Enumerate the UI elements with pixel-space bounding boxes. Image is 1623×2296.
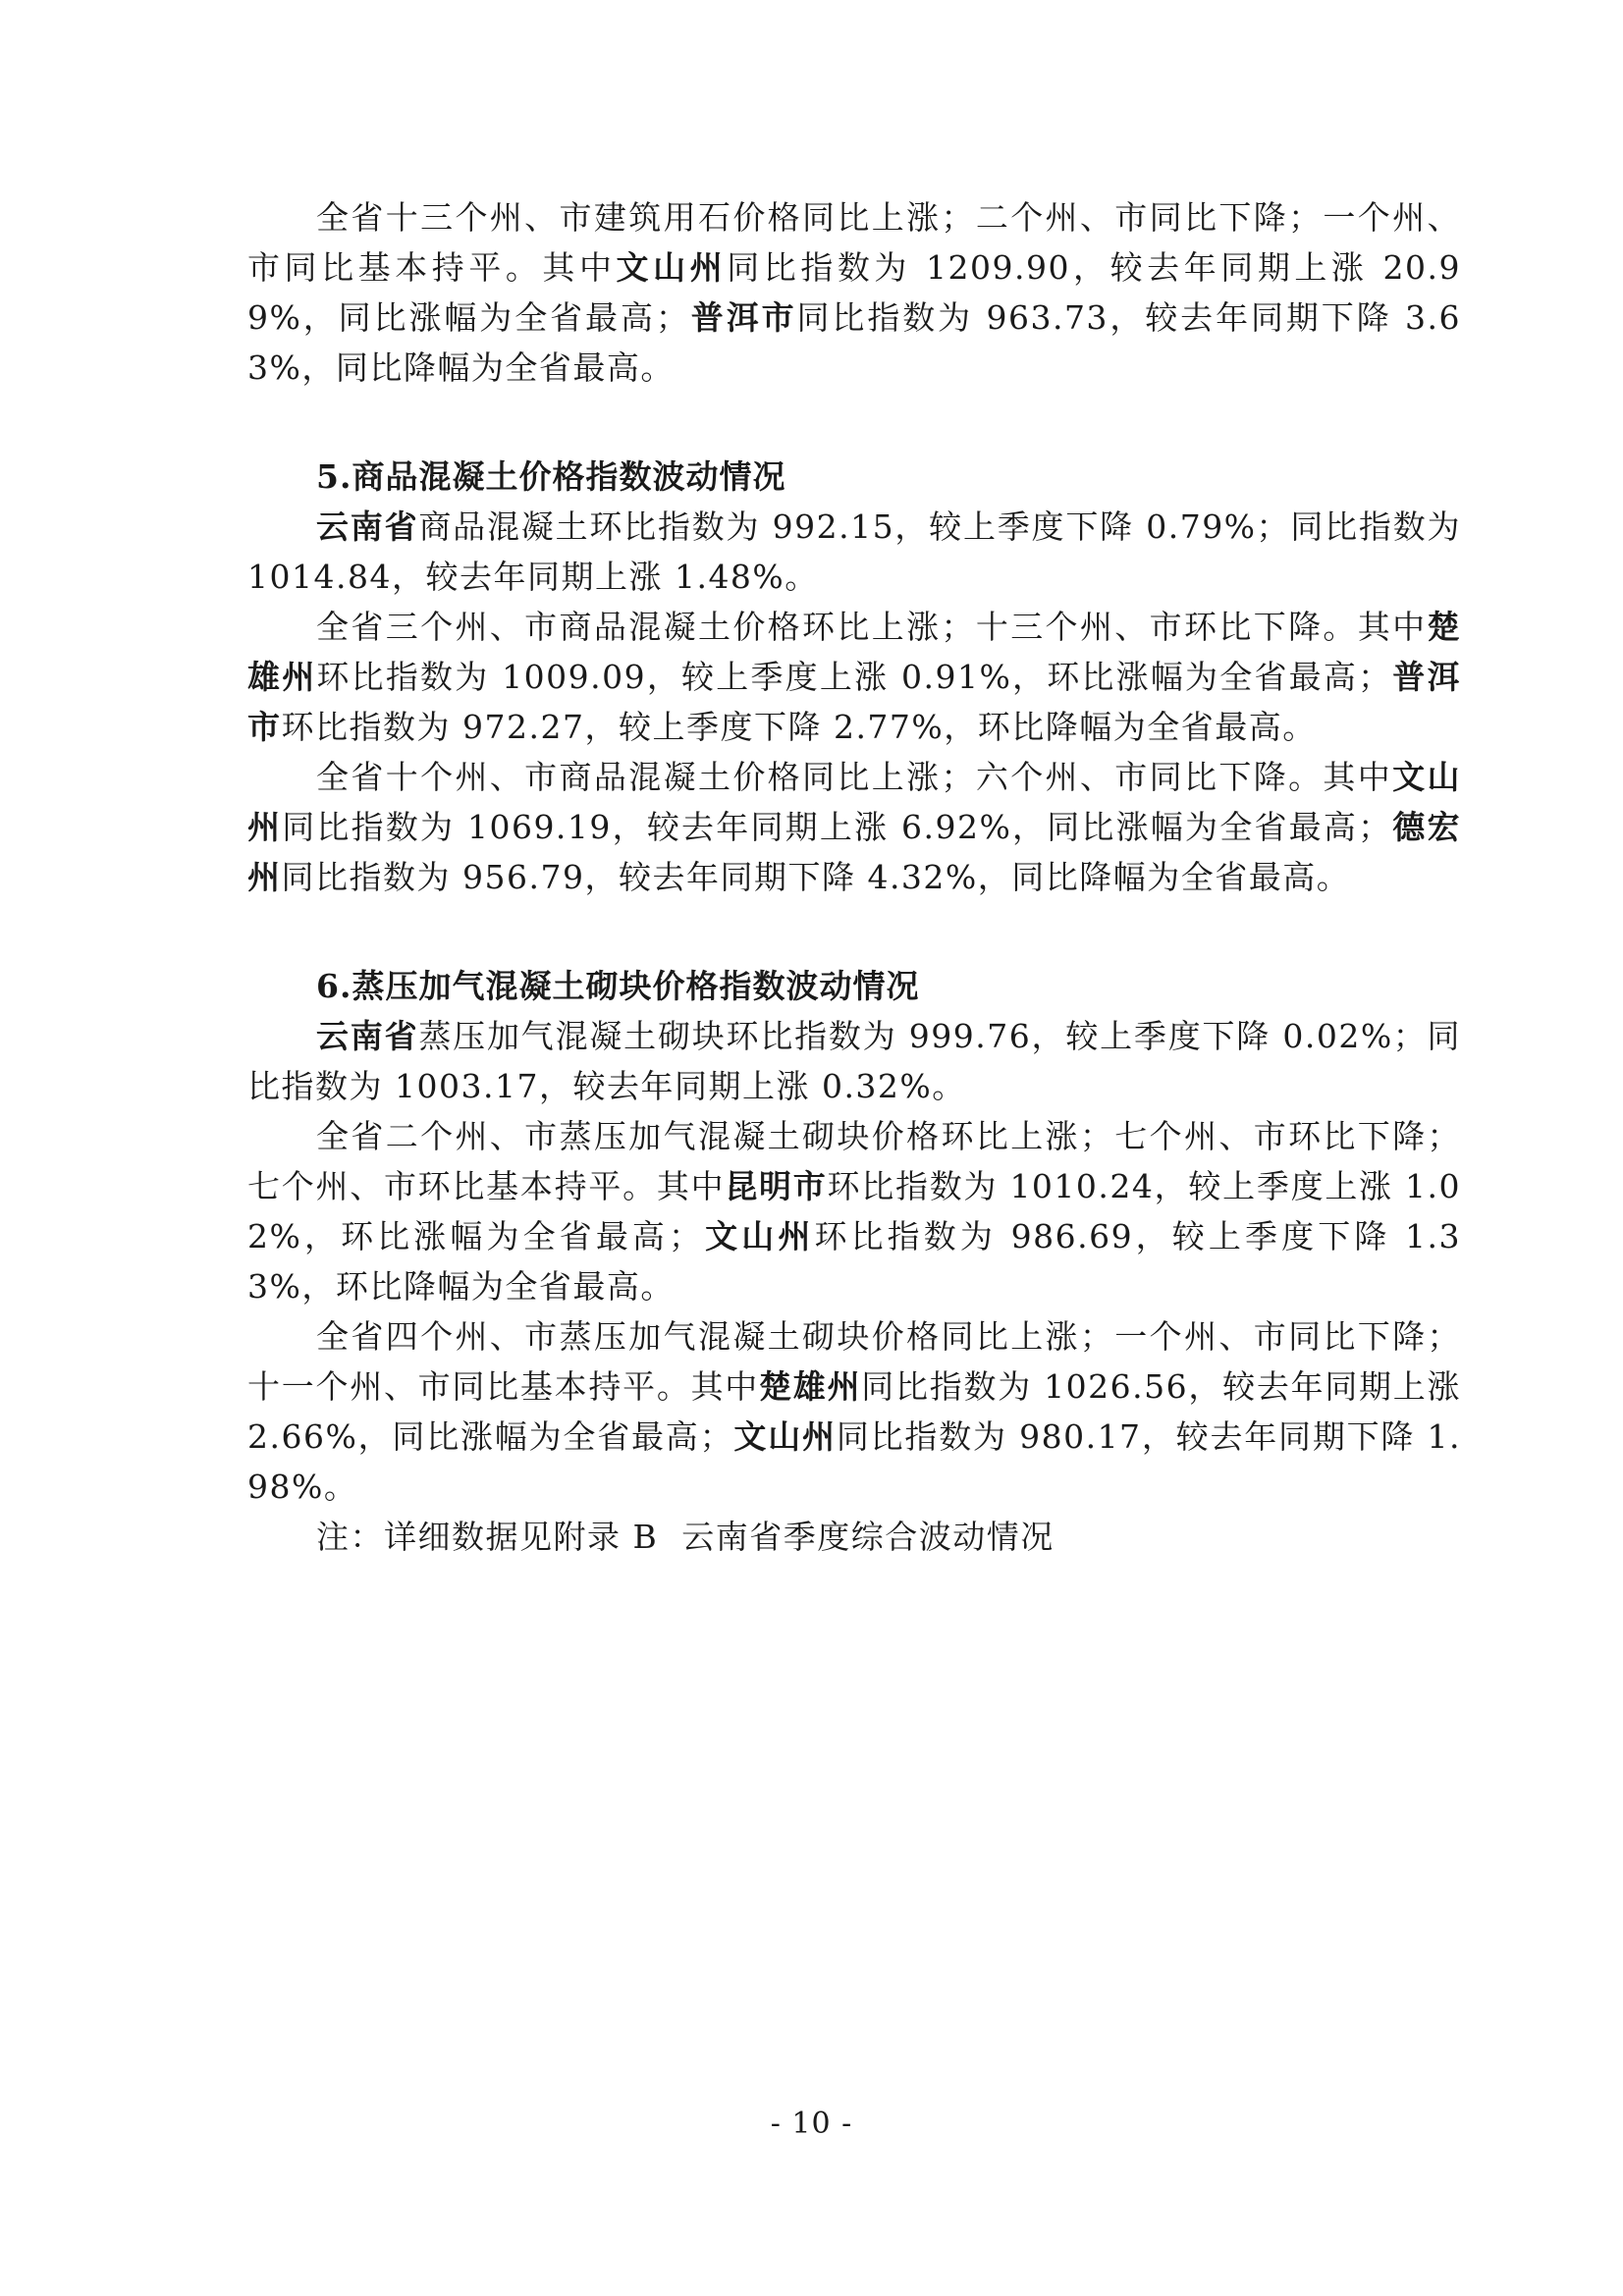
- highlight-region: 普洱市: [689, 298, 797, 337]
- paragraph-concrete-yoy: [247, 752, 1461, 902]
- section-heading-aac-block: 6.蒸压加气混凝土砌块价格指数波动情况: [316, 967, 920, 1005]
- note-appendix-reference: 注：详细数据见附录 B 云南省季度综合波动情况: [316, 1518, 1055, 1556]
- highlight-region: 昆明市: [725, 1167, 828, 1205]
- text-run: 蒸压加气混凝土砌块环比指数为 999.76，较上季度下降 0.02%；同比指数为 1003.17，较去年同期上涨 0.32%。: [247, 1017, 1462, 1105]
- highlight-region: 普洱市: [247, 658, 1462, 746]
- paragraph-concrete-province: [247, 502, 1461, 602]
- text-run: 环比指数为 986.69，较上季度下降 1.33%，环比降幅为全省最高。: [247, 1217, 1461, 1306]
- text-run: 同比指数为 1209.90，较去年同期上涨 20.99%，同比涨幅为全省最高；: [247, 248, 1462, 337]
- highlight-region: 文山州: [702, 1217, 815, 1255]
- highlight-region: 云南省: [316, 507, 419, 546]
- text-run: 同比指数为 1069.19，较去年同期上涨 6.92%，同比涨幅为全省最高；: [282, 808, 1392, 846]
- text-run: 全省十三个州、市建筑用石价格同比上涨；二个州、市同比下降；一个州、市同比基本持平。其中: [247, 198, 1461, 287]
- text-run: 商品混凝土环比指数为 992.15，较上季度下降 0.79%；同比指数为 1014.84，较去年同期上涨 1.48%。: [247, 507, 1462, 596]
- paragraph-concrete-qoq: [247, 602, 1461, 752]
- text-run: 同比指数为 956.79，较去年同期下降 4.32%，同比降幅为全省最高。: [281, 858, 1351, 896]
- text-run: 全省十个州、市商品混凝土价格同比上涨；六个州、市同比下降。其中: [316, 758, 1393, 796]
- text-run: 环比指数为 1009.09，较上季度上涨 0.91%，环比涨幅为全省最高；: [316, 658, 1392, 696]
- highlight-region: 云南省: [316, 1017, 419, 1055]
- highlight-region: 文山州: [733, 1417, 837, 1456]
- text-run: 全省三个州、市商品混凝土价格环比上涨；十三个州、市环比下降。其中: [316, 608, 1428, 646]
- paragraph-aac-province: [247, 1011, 1461, 1111]
- text-run: 同比指数为 1026.56，较去年同期上涨 2.66%，同比涨幅为全省最高；: [247, 1367, 1462, 1456]
- paragraph-aac-yoy: [247, 1311, 1461, 1512]
- text-run: 全省四个州、市蒸压加气混凝土砌块价格同比上涨；一个州、市同比下降；十一个州、市同比基本持平。其中: [247, 1317, 1461, 1406]
- text-run: 环比指数为 1010.24，较上季度上涨 1.02%，环比涨幅为全省最高；: [247, 1167, 1461, 1255]
- page-content: [247, 192, 1461, 1562]
- paragraph-aac-qoq: [247, 1111, 1461, 1311]
- highlight-region: 文山州: [247, 758, 1461, 846]
- highlight-region: 文山州: [616, 248, 728, 287]
- section-heading-concrete: 5.商品混凝土价格指数波动情况: [316, 457, 786, 496]
- text-run: 同比指数为 963.73，较去年同期下降 3.63%，同比降幅为全省最高。: [247, 298, 1462, 387]
- paragraph-building-stone-yoy: [247, 192, 1461, 393]
- highlight-region: 楚雄州: [759, 1367, 862, 1406]
- text-run: 环比指数为 972.27，较上季度下降 2.77%，环比降幅为全省最高。: [281, 708, 1317, 746]
- page-number: - 10 -: [770, 2107, 853, 2141]
- text-run: 全省二个州、市蒸压加气混凝土砌块价格环比上涨；七个州、市环比下降；七个州、市环比基本持平。其中: [247, 1117, 1461, 1205]
- highlight-region: 德宏州: [247, 808, 1462, 896]
- text-run: 同比指数为 980.17，较去年同期下降 1.98%。: [247, 1417, 1462, 1506]
- highlight-region: 楚雄州: [247, 608, 1461, 696]
